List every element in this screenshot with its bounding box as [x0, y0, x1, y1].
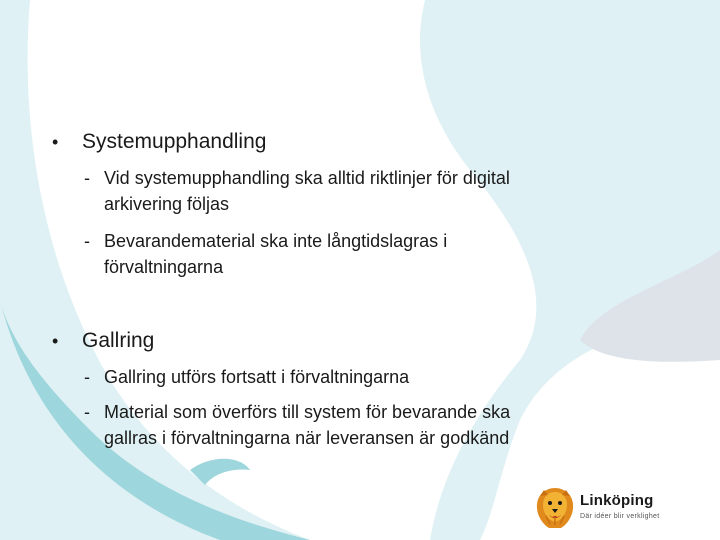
list-item — [84, 228, 624, 280]
lion-head-icon — [534, 486, 576, 530]
linkoping-logo — [534, 486, 674, 532]
dash-marker: - — [84, 367, 90, 387]
section-title: Systemupphandling — [82, 130, 267, 153]
section-heading — [52, 328, 154, 354]
section-title: Gallring — [82, 329, 155, 352]
list-item-text: Vid systemupphandling ska alltid riktlinjer för digital — [104, 168, 510, 188]
list-item-text: arkivering följas — [104, 194, 230, 214]
list-item — [84, 364, 624, 390]
list-item — [84, 399, 624, 451]
section-heading — [52, 129, 266, 155]
list-item-text: Bevarandematerial ska inte långtidslagras i — [104, 231, 448, 251]
bullet-point: • — [52, 132, 59, 152]
list-item-text: gallras i förvaltningarna när leveransen är godkänd — [104, 428, 510, 448]
list-item — [84, 165, 624, 217]
list-item-text: Gallring utförs fortsatt i förvaltningarna — [104, 367, 410, 387]
dash-marker: - — [84, 231, 90, 251]
bullet-point: • — [52, 331, 59, 351]
logo-name: Linköping — [580, 492, 654, 509]
dash-marker: - — [84, 402, 90, 422]
logo-tagline: Där idéer blir verklighet — [580, 513, 660, 520]
dash-marker: - — [84, 168, 90, 188]
list-item-text: Material som överförs till system för bevarande ska — [104, 402, 511, 422]
list-item-text: förvaltningarna — [104, 257, 224, 277]
